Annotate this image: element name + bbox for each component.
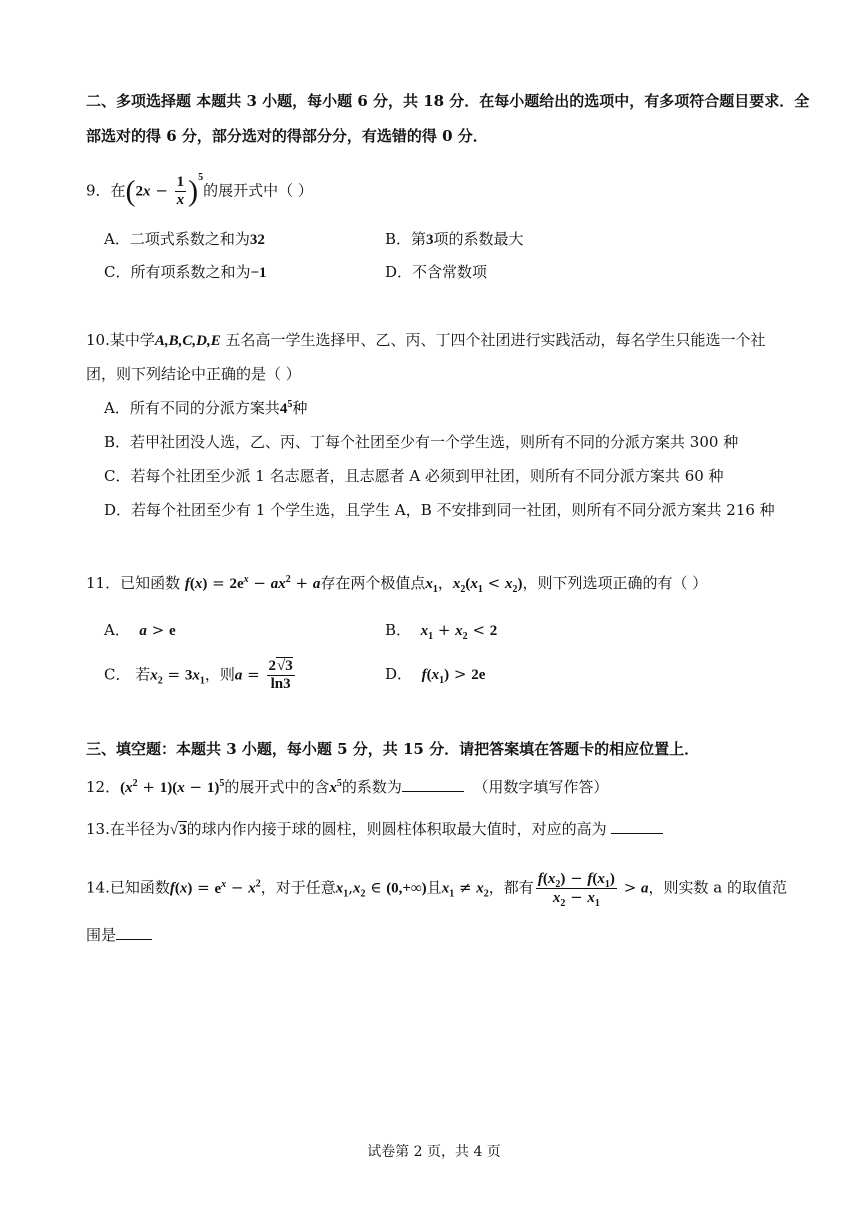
question-11: 11．已知函数 $f(x) = 2e^x - ax^2 + a$存在两个极值点$x_1$，$x_2(x_1 < x_2)$，则下列选项正确的有（ ） — [86, 574, 708, 595]
q9-option-a: A．二项式系数之和为32 — [104, 230, 265, 248]
question-10-line2: 团，则下列结论中正确的是（ ） — [86, 365, 301, 383]
q11-option-a: A． a > e — [104, 621, 176, 639]
q9-option-b: B．第3项的系数最大 — [385, 230, 524, 248]
q9-tail: 的展开式中（ ） — [203, 181, 313, 200]
page-footer: 试卷第 2 页，共 4 页 — [367, 1144, 501, 1160]
q11-option-b: B． $x_1 + x_2 < 2$ — [385, 621, 498, 642]
question-13: 13.在半径为√3的球内作内接于球的圆柱，则圆柱体积取最大值时，对应的高为 — [86, 819, 663, 840]
question-14-line2: 围是 — [86, 925, 152, 945]
answer-blank[interactable] — [402, 791, 464, 792]
section2-line1: 二、多项选择题 本题共 3 小题，每小题 6 分，共 18 分．在每小题给出的选项中，有多项符合题目要求．全 — [86, 92, 810, 110]
q11-option-c: C． 若$x_2 = 3x_1$，则a = $\frac{2√3}{\ln 3}$ — [104, 658, 293, 692]
q10-option-b: B．若甲社团没人选，乙、丙、丁每个社团至少有一个学生选，则所有不同的分派方案共 300 种 — [104, 433, 739, 451]
q11-option-d: D． $f(x_1) > 2e$ — [385, 665, 486, 686]
section3-title: 三、填空题：本题共 3 小题，每小题 5 分，共 15 分．请把答案填在答题卡的相应位置上． — [86, 740, 700, 758]
question-9: 9．在(2x − $\frac{1}{x}$ )$^5$的展开式中（ ） — [86, 171, 313, 208]
q9-number: 9．在 — [86, 181, 126, 200]
q9-option-d: D．不含常数项 — [385, 263, 488, 281]
question-14-line1: 14.已知函数$f(x) = e^x - x^2$，对于任意$x_1,x_2$ ∈ (0,+∞)且$x_1 \ne x_2$，都有 $\frac{f(x_2) - f(x_1)}{x_2 - x_1}$ > a，则实数 a 的取值范 — [86, 869, 788, 909]
section2-line2: 部选对的得 6 分，部分选对的得部分分，有选错的得 0 分． — [86, 127, 488, 145]
question-12: 12．$(x^2 + 1)(x - 1)^5$的展开式中的含$x^5$的系数为 （用数字填写作答） — [86, 778, 609, 796]
answer-blank[interactable] — [611, 833, 663, 834]
question-10-line1: 10.某中学A,B,C,D,E 五名高一学生选择甲、乙、丙、丁四个社团进行实践活动，每名学生只能选一个社 — [86, 331, 766, 349]
q10-option-d: D．若每个社团至少有 1 个学生选，且学生 A，B 不安排到同一社团，则所有不同分派方案共 216 种 — [104, 501, 775, 519]
answer-blank[interactable] — [116, 939, 152, 940]
q10-option-c: C．若每个社团至少派 1 名志愿者，且志愿者 A 必须到甲社团，则所有不同分派方案共 60 种 — [104, 467, 724, 485]
q9-option-c: C．所有项系数之和为−1 — [104, 263, 267, 281]
q10-option-a: A．所有不同的分派方案共$4^5$种 — [104, 399, 308, 417]
